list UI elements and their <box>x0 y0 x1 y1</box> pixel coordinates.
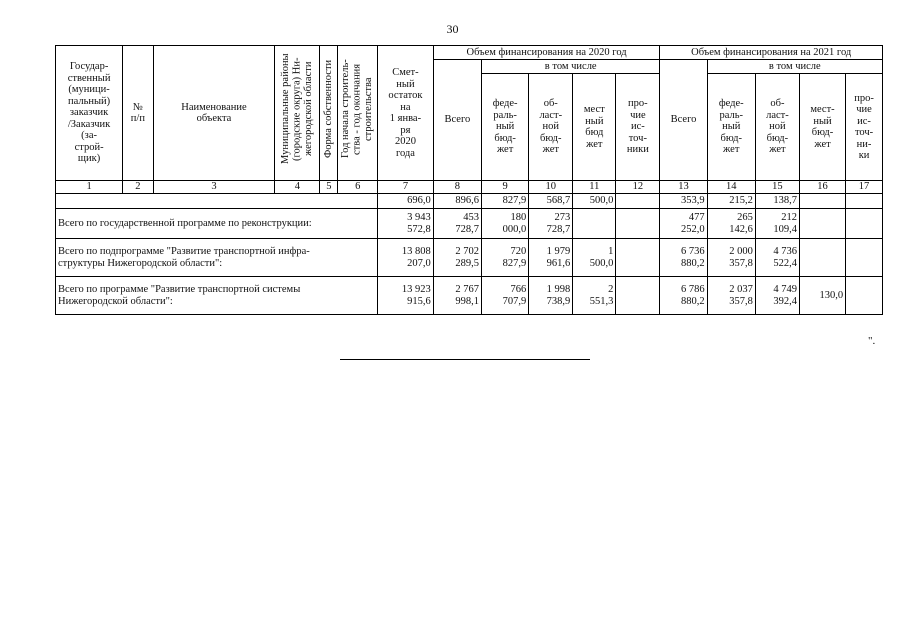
column-number: 5 <box>320 181 338 194</box>
cell-federal-2020: 720 827,9 <box>482 239 529 277</box>
header-federal-2020: феде- раль- ный бюд- жет <box>482 74 529 181</box>
cell-other-2021 <box>846 239 883 277</box>
cell-other-2020 <box>616 239 660 277</box>
header-regional-2020: об- ласт- ной бюд- жет <box>529 74 573 181</box>
cell-local-2020: 1 500,0 <box>573 239 616 277</box>
column-number: 7 <box>378 181 434 194</box>
column-number: 14 <box>707 181 755 194</box>
header-ownership-form: Форма собственности <box>320 46 338 181</box>
cell-federal-2021: 2 037 357,8 <box>707 277 755 315</box>
header-total-2020: Всего <box>433 60 481 181</box>
signature-divider-line <box>340 359 590 360</box>
page-number: 30 <box>446 22 459 36</box>
cell-estimated-balance: 13 923 915,6 <box>378 277 434 315</box>
column-number: 9 <box>482 181 529 194</box>
cell-regional-2021: 4 749 392,4 <box>755 277 799 315</box>
cell-total-2020: 2 767 998,1 <box>433 277 481 315</box>
closing-quote-mark: ". <box>868 335 876 347</box>
column-number: 13 <box>660 181 707 194</box>
header-federal-2021: феде- раль- ный бюд- жет <box>707 74 755 181</box>
header-construction-years: Год начала строитель- ства - год окончания строительства <box>338 46 378 181</box>
cell-regional-2020: 1 979 961,6 <box>529 239 573 277</box>
column-number: 6 <box>338 181 378 194</box>
column-number: 12 <box>616 181 660 194</box>
cell-total-2021: 353,9 <box>660 194 707 209</box>
header-total-2021: Всего <box>660 60 707 181</box>
cell-regional-2020: 273 728,7 <box>529 209 573 239</box>
cell-local-2020 <box>573 209 616 239</box>
row-label <box>56 194 378 209</box>
header-number: № п/п <box>123 46 153 181</box>
row-label: Всего по программе "Развитие транспортной системы Нижегородской области": <box>56 277 378 315</box>
cell-other-2021 <box>846 194 883 209</box>
cell-local-2021 <box>799 209 845 239</box>
cell-regional-2021: 4 736 522,4 <box>755 239 799 277</box>
table-row <box>56 239 883 277</box>
cell-regional-2020: 1 998 738,9 <box>529 277 573 315</box>
header-object-name: Наименование объекта <box>153 46 275 181</box>
header-financing-2021: Объем финансирования на 2021 год <box>660 46 883 60</box>
header-local-2021: мест- ный бюд- жет <box>799 74 845 181</box>
row-label: Всего по подпрограмме "Развитие транспортной инфра- структуры Нижегородской области": <box>56 239 378 277</box>
cell-estimated-balance: 696,0 <box>378 194 434 209</box>
cell-other-2021 <box>846 209 883 239</box>
cell-other-2020 <box>616 209 660 239</box>
header-other-2021: про- чие ис- точ- ни- ки <box>846 74 883 181</box>
header-customer: Государ- ственный (муници- пальный) заказчик /Заказчик (за- строй- щик) <box>56 46 123 181</box>
cell-federal-2020: 180 000,0 <box>482 209 529 239</box>
cell-regional-2021: 138,7 <box>755 194 799 209</box>
header-including-2020: в том числе <box>482 60 660 74</box>
column-number: 3 <box>153 181 275 194</box>
row-label: Всего по государственной программе по реконструкции: <box>56 209 378 239</box>
financing-table <box>55 45 883 315</box>
column-number: 15 <box>755 181 799 194</box>
column-number: 17 <box>846 181 883 194</box>
cell-total-2021: 6 736 880,2 <box>660 239 707 277</box>
table-row <box>56 209 883 239</box>
cell-total-2021: 6 786 880,2 <box>660 277 707 315</box>
cell-estimated-balance: 3 943 572,8 <box>378 209 434 239</box>
column-number: 2 <box>123 181 153 194</box>
header-row-1 <box>56 46 883 60</box>
cell-local-2021: 130,0 <box>799 277 845 315</box>
cell-total-2021: 477 252,0 <box>660 209 707 239</box>
header-other-2020: про- чие ис- точ- ники <box>616 74 660 181</box>
column-number-row <box>56 181 883 194</box>
cell-federal-2020: 766 707,9 <box>482 277 529 315</box>
header-estimated-balance: Смет- ный остаток на 1 янва- ря 2020 года <box>378 46 434 181</box>
cell-total-2020: 453 728,7 <box>433 209 481 239</box>
cell-total-2020: 896,6 <box>433 194 481 209</box>
cell-regional-2020: 568,7 <box>529 194 573 209</box>
cell-federal-2021: 265 142,6 <box>707 209 755 239</box>
cell-other-2021 <box>846 277 883 315</box>
column-number: 11 <box>573 181 616 194</box>
cell-local-2021 <box>799 239 845 277</box>
column-number: 1 <box>56 181 123 194</box>
cell-local-2021 <box>799 194 845 209</box>
cell-other-2020 <box>616 277 660 315</box>
cell-other-2020 <box>616 194 660 209</box>
cell-federal-2020: 827,9 <box>482 194 529 209</box>
table-row <box>56 194 883 209</box>
column-number: 8 <box>433 181 481 194</box>
header-regional-2021: об- ласт- ной бюд- жет <box>755 74 799 181</box>
header-local-2020: мест ный бюд жет <box>573 74 616 181</box>
cell-federal-2021: 215,2 <box>707 194 755 209</box>
column-number: 10 <box>529 181 573 194</box>
column-number: 4 <box>275 181 320 194</box>
header-including-2021: в том числе <box>707 60 882 74</box>
column-number: 16 <box>799 181 845 194</box>
cell-total-2020: 2 702 289,5 <box>433 239 481 277</box>
cell-local-2020: 500,0 <box>573 194 616 209</box>
cell-regional-2021: 212 109,4 <box>755 209 799 239</box>
cell-estimated-balance: 13 808 207,0 <box>378 239 434 277</box>
cell-federal-2021: 2 000 357,8 <box>707 239 755 277</box>
header-financing-2020: Объем финансирования на 2020 год <box>433 46 660 60</box>
header-municipal-districts: Муниципальные районы (городские округа) Ни- жегородской области <box>275 46 320 181</box>
table-row <box>56 277 883 315</box>
cell-local-2020: 2 551,3 <box>573 277 616 315</box>
